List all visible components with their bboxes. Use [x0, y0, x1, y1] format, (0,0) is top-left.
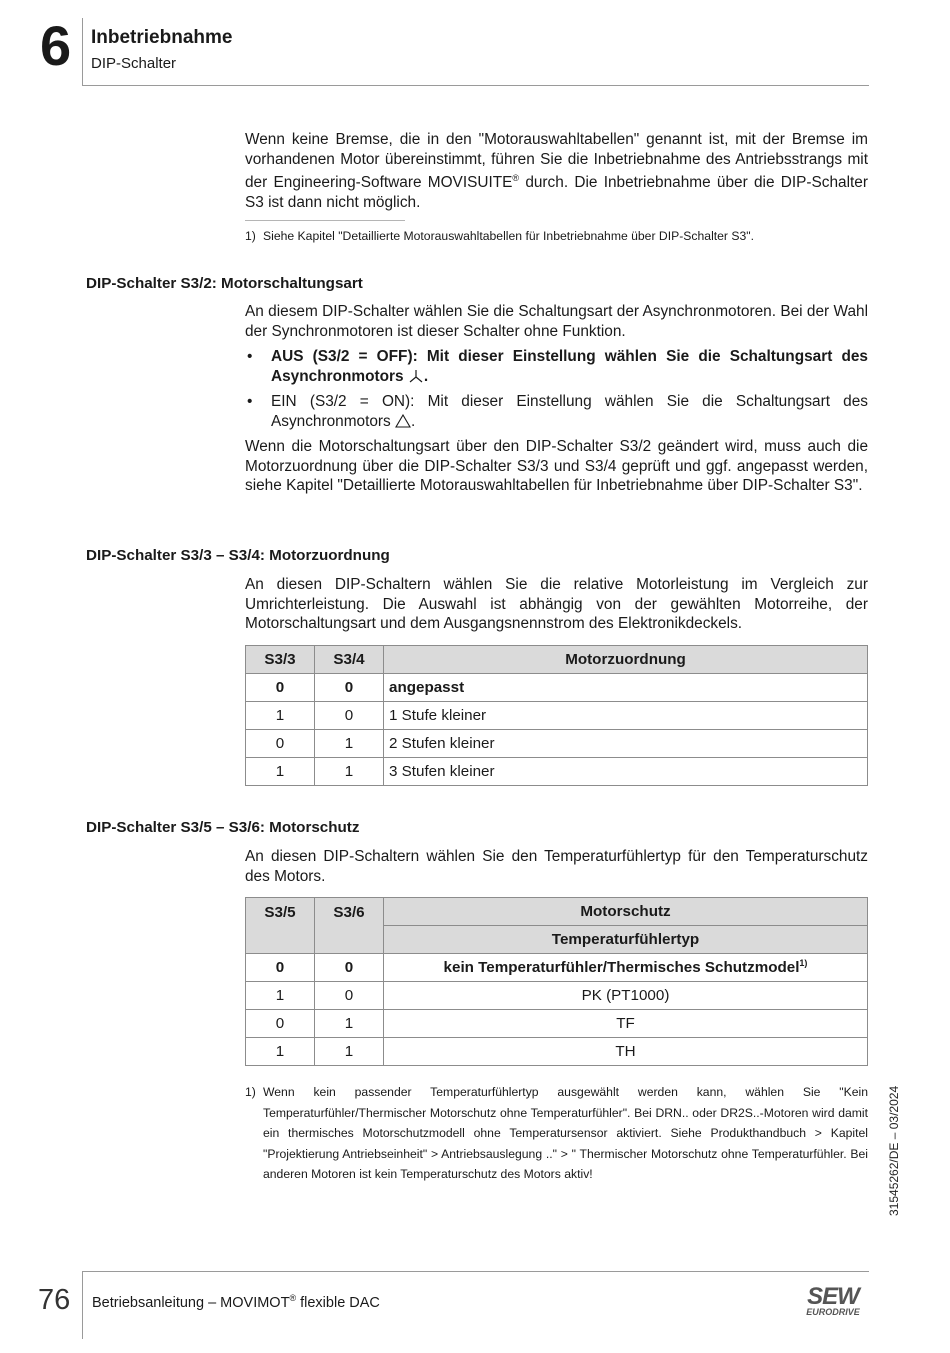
table-cell: 0	[246, 730, 315, 758]
footer-title-end: flexible DAC	[296, 1294, 380, 1311]
section-heading-s34: DIP-Schalter S3/3 – S3/4: Motorzuordnung	[86, 547, 390, 564]
bullet-aus-text: AUS (S3/2 = OFF): Mit dieser Einstellung wählen Sie die Schaltungsart des Asynchronmotors	[271, 348, 868, 385]
sew-eurodrive-logo	[797, 1284, 869, 1318]
section-s32-body	[245, 302, 868, 496]
chapter-number: 6	[40, 14, 70, 77]
bullet-ein	[245, 392, 868, 431]
table-cell: 0	[246, 1010, 315, 1038]
header-s36: S3/6	[315, 898, 384, 954]
table-row	[246, 702, 868, 730]
registered-mark: ®	[289, 1293, 297, 1303]
table-cell: angepasst	[384, 674, 868, 702]
s36-intro-paragraph: An diesen DIP-Schaltern wählen Sie den Temperaturfühlertyp für den Temperaturschutz des Motors.	[245, 848, 868, 885]
table-cell: 1	[246, 702, 315, 730]
table-cell: 2 Stufen kleiner	[384, 730, 868, 758]
table-row	[246, 758, 868, 786]
motorzuordnung-table	[245, 645, 868, 786]
header-motorzuordnung: Motorzuordnung	[384, 646, 868, 674]
s32-note-paragraph: Wenn die Motorschaltungsart über den DIP-Schalter S3/2 geändert wird, muss auch die Motorzuordnung über die DIP-Schalter S3/3 und S3/4 geprüft und ggf. angepasst werden, siehe Kapitel "Detaillierte Motorauswahltabellen für Inbetriebnahme über DIP-Schalter S3".	[245, 438, 868, 494]
bullet-dot: •	[247, 393, 253, 410]
footer-title	[92, 1293, 380, 1311]
intro-text-start: Wenn keine Bremse, die in den "Motorauswahltabellen" genannt ist, mit der Bremse im vorhandenen Motor übereinstimmt, führen Sie die Inbetriebnahme des Antriebsstrangs mit der Engineering-Software MOVISUITE	[245, 131, 868, 192]
table-cell: 1	[315, 730, 384, 758]
table-header-row	[246, 646, 868, 674]
table-cell: 1	[246, 982, 315, 1010]
footnote-number: 1)	[245, 1085, 256, 1099]
table-cell: 0	[315, 702, 384, 730]
table-cell: 1	[246, 1038, 315, 1066]
table-cell: 1	[315, 1038, 384, 1066]
motorschutz-table	[245, 897, 868, 1066]
table-cell: 1	[315, 1010, 384, 1038]
table-cell	[384, 954, 868, 982]
table-row	[246, 1010, 868, 1038]
table-cell: TF	[384, 1010, 868, 1038]
delta-connection-icon	[395, 414, 411, 428]
table-cell: 0	[315, 982, 384, 1010]
table-cell: PK (PT1000)	[384, 982, 868, 1010]
registered-mark: ®	[512, 173, 520, 183]
table-cell: 0	[246, 674, 315, 702]
s32-bullet-list	[245, 347, 868, 431]
table-cell: 1	[315, 758, 384, 786]
bullet-ein-text: EIN (S3/2 = ON): Mit dieser Einstellung wählen Sie die Schaltungsart des Asynchronmotors	[271, 393, 868, 430]
footnote-separator	[245, 220, 405, 221]
table-row	[246, 954, 868, 982]
table-cell: 0	[315, 674, 384, 702]
bullet-dot: •	[247, 348, 253, 365]
logo-eurodrive-text: EURODRIVE	[806, 1307, 860, 1317]
section-s36-body	[245, 847, 868, 886]
header-divider-vertical	[82, 18, 83, 86]
bullet-aus	[245, 347, 868, 386]
section-heading-s32: DIP-Schalter S3/2: Motorschaltungsart	[86, 275, 363, 292]
table-cell-text: kein Temperaturfühler/Thermisches Schutzmodel	[443, 959, 800, 977]
header-motorschutz: Motorschutz	[384, 898, 868, 926]
header-s33: S3/3	[246, 646, 315, 674]
section-s34-body	[245, 575, 868, 634]
table-row	[246, 1038, 868, 1066]
footnote-number: 1)	[245, 229, 256, 243]
intro-text-end: durch. Die Inbetriebnahme über die DIP-Schalter S3 ist dann nicht möglich.	[245, 174, 868, 211]
s34-intro-paragraph: An diesen DIP-Schaltern wählen Sie die relative Motorleistung im Vergleich zur Umrichterleistung. Die Auswahl ist abhängig von der gewählten Motorreihe, der Motorschaltungsart und dem Ausgangsnennstrom des Elektronikdeckels.	[245, 576, 868, 632]
table-cell: 3 Stufen kleiner	[384, 758, 868, 786]
s32-intro-paragraph: An diesem DIP-Schalter wählen Sie die Schaltungsart der Asynchronmotoren. Bei der Wahl der Synchronmotoren ist dieser Schalter ohne Funktion.	[245, 303, 868, 340]
footer-divider-vertical	[82, 1271, 83, 1339]
chapter-subtitle: DIP-Schalter	[91, 55, 177, 72]
table-row	[246, 982, 868, 1010]
intro-section	[245, 130, 868, 212]
bullet-ein-end: .	[411, 412, 416, 430]
table-cell: TH	[384, 1038, 868, 1066]
chapter-title: Inbetriebnahme	[91, 27, 233, 48]
footnote-text: Siehe Kapitel "Detaillierte Motorauswahltabellen für Inbetriebnahme über DIP-Schalter S3".	[263, 229, 754, 243]
table-header-row	[246, 898, 868, 926]
table-cell: 1 Stufe kleiner	[384, 702, 868, 730]
page-number: 76	[38, 1284, 71, 1316]
table-cell: 0	[246, 954, 315, 982]
footer-title-start: Betriebsanleitung – MOVIMOT	[92, 1294, 290, 1311]
section-heading-s36: DIP-Schalter S3/5 – S3/6: Motorschutz	[86, 819, 360, 836]
logo-sew-text: SEW	[807, 1284, 859, 1310]
table-row	[246, 674, 868, 702]
footnote-text: Wenn kein passender Temperaturfühlertyp ausgewählt werden kann, wählen Sie "Kein Temperaturfühler/Thermischer Motorschutz ohne Temperaturfühler". Bei DRN.. oder DR2S..-Motoren wird damit ein thermisches Motorschutzmodell ohne Temperatursensor aktiviert. Siehe Produkthandbuch > Kapitel "Projektierung Antriebseinheit" > Antriebsauslegung .." > " Thermischer Motorschutz ohne Temperaturfühler. Bei anderen Motoren ist kein Temperaturschutz des Motors aktiv!	[263, 1085, 868, 1181]
header-s35: S3/5	[246, 898, 315, 954]
document-id: 31545262/DE – 03/2024	[887, 1085, 901, 1216]
star-connection-icon	[408, 369, 424, 383]
footer-divider-horizontal	[82, 1271, 869, 1272]
header-temperaturfuehlertyp: Temperaturfühlertyp	[384, 926, 868, 954]
table-cell: 0	[315, 954, 384, 982]
bullet-aus-end: .	[423, 367, 429, 385]
header-s34: S3/4	[315, 646, 384, 674]
intro-footnote	[245, 226, 868, 247]
table-cell: 1	[246, 758, 315, 786]
header-divider-horizontal	[82, 85, 869, 86]
motorschutz-footnote	[245, 1082, 868, 1185]
table-row	[246, 730, 868, 758]
intro-paragraph	[245, 130, 868, 212]
footnote-reference: 1)	[799, 958, 808, 969]
